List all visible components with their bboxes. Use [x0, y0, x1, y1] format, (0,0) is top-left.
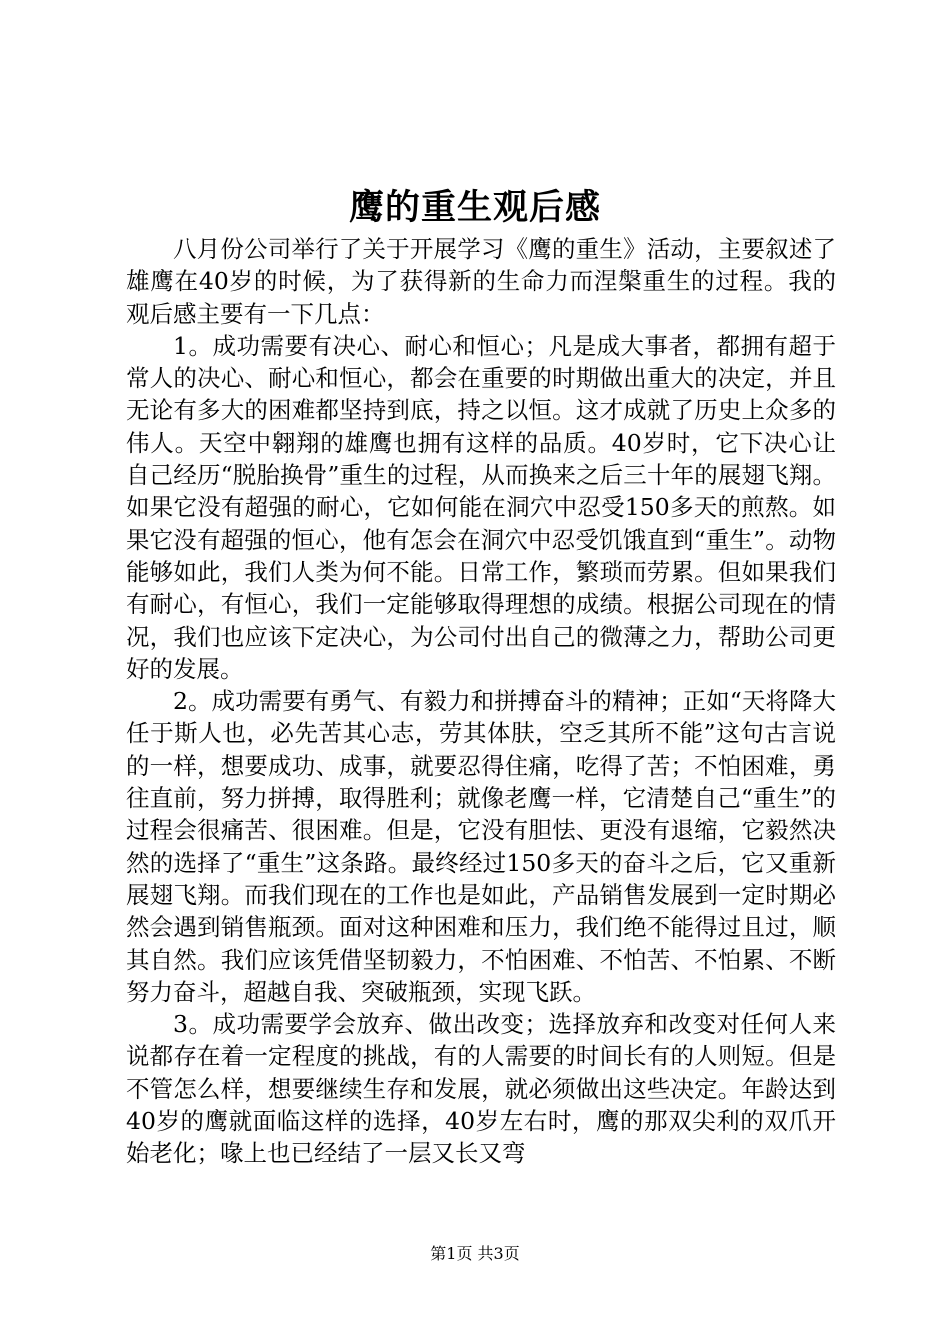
- document-body: [126, 233, 836, 1170]
- page-title: 鹰的重生观后感: [348, 187, 601, 228]
- paragraph-intro: 八月份公司举行了关于开展学习《鹰的重生》活动，主要叙述了雄鹰在40岁的时候，为了获得新的生命力而涅槃重生的过程。我的观后感主要有一下几点：: [126, 235, 836, 328]
- paragraph-point-2: 2。成功需要有勇气、有毅力和拼搏奋斗的精神；正如“天将降大任于斯人也，必先苦其心志，劳其体肤，空乏其所不能”这句古言说的一样，想要成功、成事，就要忍得住痛，吃得了苦；不怕困难，勇往直前，努力拼搏，取得胜利；就像老鹰一样，它清楚自己“重生”的过程会很痛苦、很困难。但是，它没有胆怯、更没有退缩，它毅然决然的选择了“重生”这条路。最终经过150多天的奋斗之后，它又重新展翅飞翔。而我们现在的工作也是如此，产品销售发展到一定时期必然会遇到销售瓶颈。面对这种困难和压力，我们绝不能得过且过，顺其自然。我们应该凭借坚韧毅力，不怕困难、不怕苦、不怕累、不断努力奋斗，超越自我、突破瓶颈，实现飞跃。: [126, 687, 836, 1006]
- paragraph-point-3: 3。成功需要学会放弃、做出改变；选择放弃和改变对任何人来说都存在着一定程度的挑战，有的人需要的时间长有的人则短。但是不管怎么样，想要继续生存和发展，就必须做出这些决定。年龄达到40岁的鹰就面临这样的选择，40岁左右时，鹰的那双尖利的双爪开始老化；喙上也已经结了一层又长又弯: [126, 1010, 836, 1168]
- paragraph-point-1: 1。成功需要有决心、耐心和恒心；凡是成大事者，都拥有超于常人的决心、耐心和恒心，都会在重要的时期做出重大的决定，并且无论有多大的困难都坚持到底，持之以恒。这才成就了历史上众多的伟人。天空中翱翔的雄鹰也拥有这样的品质。40岁时，它下决心让自己经历“脱胎换骨”重生的过程，从而换来之后三十年的展翅飞翔。如果它没有超强的耐心，它如何能在洞穴中忍受150多天的煎熬。如果它没有超强的恒心，他有怎会在洞穴中忍受饥饿直到“重生”。动物能够如此，我们人类为何不能。日常工作，繁琐而劳累。但如果我们有耐心，有恒心，我们一定能够取得理想的成绩。根据公司现在的情况，我们也应该下定决心，为公司付出自己的微薄之力，帮助公司更好的发展。: [126, 331, 836, 683]
- page-footer: 第1页 共3页: [430, 1244, 520, 1263]
